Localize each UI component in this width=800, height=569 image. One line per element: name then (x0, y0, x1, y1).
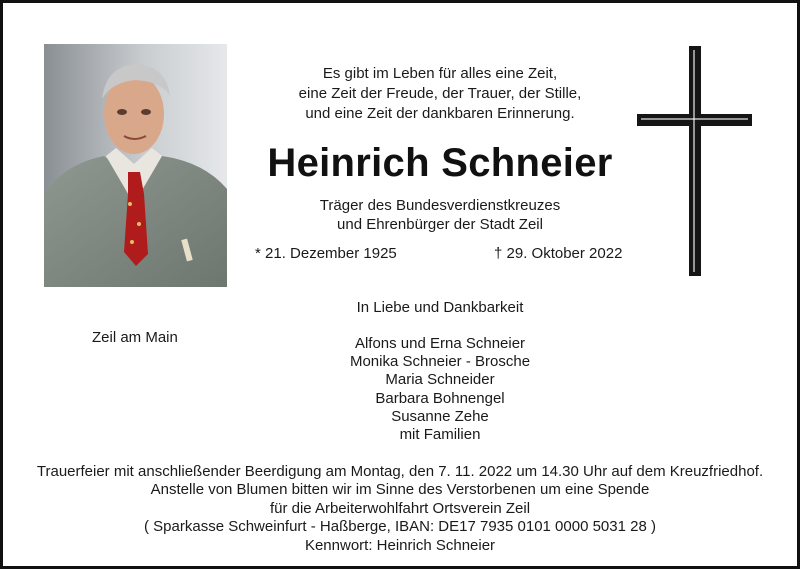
honor-line: und Ehrenbürger der Stadt Zeil (337, 216, 543, 233)
quote (270, 64, 610, 124)
mourner: Alfons und Erna Schneier (354, 335, 526, 352)
deceased-name: Heinrich Schneier (267, 141, 613, 185)
quote-line: und eine Zeit der dankbaren Erinnerung. (305, 105, 575, 122)
mourner: mit Familien (399, 426, 481, 444)
honors (270, 196, 610, 234)
cross-icon (637, 44, 754, 278)
footer-line: ( Sparkasse Schweinfurt - Haßberge, IBAN: DE17 7935 0101 0000 5031 28 ) (144, 518, 656, 536)
footer-line: Anstelle von Blumen bitten wir im Sinne des Verstorbenen um eine Spende (150, 481, 650, 499)
portrait-photo (44, 44, 227, 287)
footer-line: für die Arbeiterwohlfahrt Ortsverein Zeil (269, 499, 531, 517)
funeral-info (0, 463, 800, 555)
mourners-list (290, 335, 590, 444)
footer-line: Trauerfeier mit anschließender Beerdigung am Montag, den 7. 11. 2022 um 14.30 Uhr auf dem Kreuzfriedhof. (36, 463, 764, 480)
footer-line: Kennwort: Heinrich Schneier (304, 536, 496, 554)
mourner: Maria Schneider (385, 371, 495, 389)
quote-line: eine Zeit der Freude, der Trauer, der Stille, (298, 85, 582, 102)
quote-line: Es gibt im Leben für alles eine Zeit, (322, 65, 558, 82)
mourner: Barbara Bohnengel (375, 389, 505, 407)
birth-date: * 21. Dezember 1925 (255, 245, 397, 262)
place: Zeil am Main (92, 329, 178, 346)
mourner: Monika Schneier - Brosche (349, 353, 531, 371)
honor-line: Träger des Bundesverdienstkreuzes (319, 197, 561, 214)
thanks-line: In Liebe und Dankbarkeit (356, 299, 524, 316)
death-date: † 29. Oktober 2022 (494, 245, 623, 262)
mourner: Susanne Zehe (391, 407, 489, 425)
